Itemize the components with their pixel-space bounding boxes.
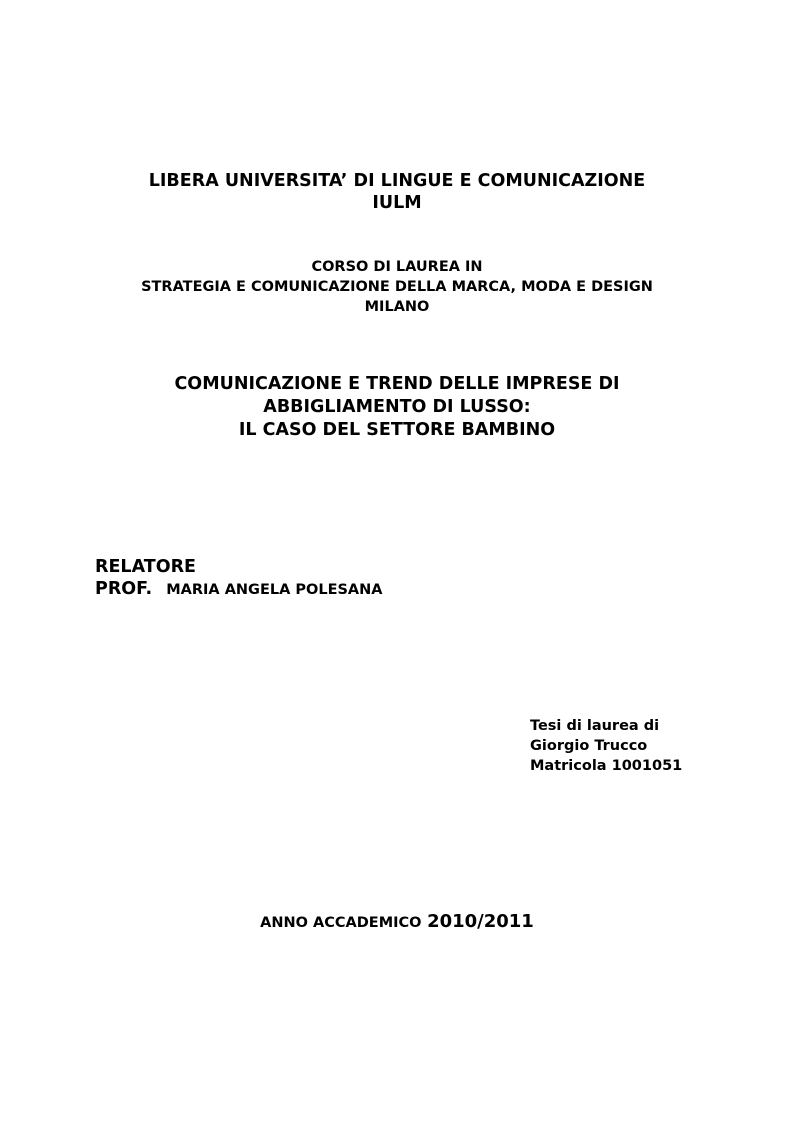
thesis-title-line-2: ABBIGLIAMENTO DI LUSSO: — [263, 397, 531, 417]
course-name: STRATEGIA E COMUNICAZIONE DELLA MARCA, MODA E DESIGN — [141, 279, 653, 295]
academic-year — [0, 911, 794, 932]
academic-year-label: ANNO ACCADEMICO — [260, 915, 422, 931]
thesis-title-line-1: COMUNICAZIONE E TREND DELLE IMPRESE DI — [174, 374, 620, 394]
university-acronym: IULM — [372, 193, 422, 213]
supervisor-name: MARIA ANGELA POLESANA — [166, 582, 383, 598]
supervisor-block — [95, 556, 383, 601]
supervisor-line — [95, 578, 383, 601]
course-heading: CORSO DI LAUREA IN — [311, 259, 483, 275]
author-block — [530, 716, 682, 776]
university-block — [0, 170, 794, 214]
course-block — [0, 257, 794, 317]
university-name: LIBERA UNIVERSITA’ DI LINGUE E COMUNICAZIONE — [148, 171, 646, 191]
supervisor-heading: RELATORE — [95, 557, 197, 577]
student-id: Matricola 1001051 — [530, 758, 683, 774]
thesis-title-line-3: IL CASO DEL SETTORE BAMBINO — [238, 420, 556, 440]
author-name: Giorgio Trucco — [530, 738, 648, 754]
course-city: MILANO — [364, 299, 430, 315]
supervisor-title: PROF. — [95, 579, 153, 599]
thesis-by-label: Tesi di laurea di — [530, 718, 660, 734]
academic-year-value: 2010/2011 — [427, 911, 534, 932]
thesis-title — [0, 373, 794, 442]
